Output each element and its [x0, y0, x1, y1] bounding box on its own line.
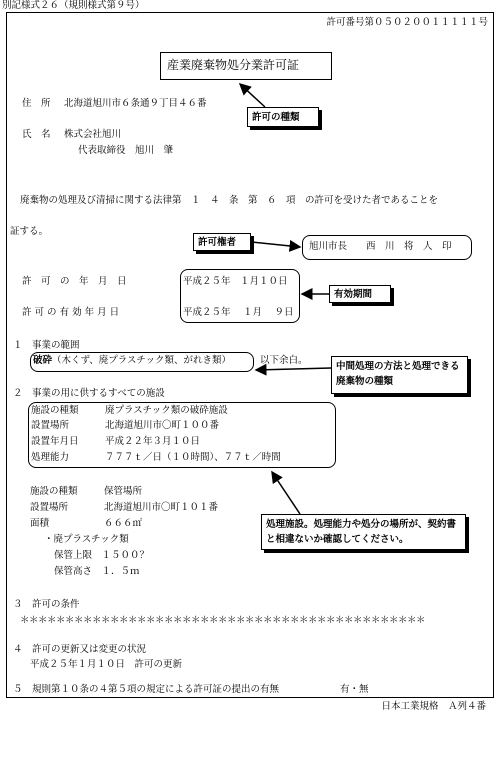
section3-stars: ＊＊＊＊＊＊＊＊＊＊＊＊＊＊＊＊＊＊＊＊＊＊＊＊＊＊＊＊＊＊＊＊＊＊＊＊＊＊＊＊＊＊＊＊＊	[20, 615, 426, 626]
permit-date-value: 平成２５年 １月１０日	[183, 276, 288, 287]
section3-title: ３ 許可の条件	[13, 599, 80, 610]
scope-bold: 破砕	[33, 355, 53, 366]
section1-title: １ 事業の範囲	[13, 340, 80, 351]
storage-limit: 保管上限 １５００？	[54, 550, 150, 561]
facility2-k1: 設置場所	[30, 502, 69, 513]
arrow-issuer	[252, 242, 300, 247]
callout-validity: 有効期間	[329, 285, 391, 303]
section5-value: 有・無	[340, 684, 369, 695]
arrow-permit-kind	[240, 84, 265, 107]
statement-line1: 廃棄物の処理及び清掃に関する法律第 １ ４ 条 第 ６ 項 の許可を受けた者であることを	[20, 195, 439, 206]
statement-line2: 証する。	[10, 226, 49, 237]
address-label: 住 所	[22, 98, 51, 109]
facility1-k1: 設置場所	[31, 420, 70, 431]
storage-height: 保管高さ １．５ｍ	[54, 566, 140, 577]
facility2-v2: ６６６㎡	[104, 518, 143, 529]
facility1-k3: 処理能力	[31, 452, 70, 463]
facility2-v0: 保管場所	[104, 486, 143, 497]
callout-permit-kind: 許可の種類	[247, 107, 319, 127]
callout-facility: 処理施設。処理能力や処分の場所が、契約書と相違ないか確認してください。	[261, 514, 466, 550]
valid-date-value: 平成２５年 １月 ９日	[183, 307, 294, 318]
form-label: 別記様式２６（規則様式第９号）	[2, 0, 145, 11]
facility2-v1: 北海道旭川市〇町１０１番	[104, 502, 219, 513]
section2-title: ２ 事業の用に供するすべての施設	[13, 388, 165, 399]
sub-item: ・廃プラスチック類	[44, 534, 129, 545]
scope-detail: （木くず、廃プラスチック類、がれき類）	[52, 355, 231, 366]
facility1-v0: 廃プラスチック類の破砕施設	[105, 405, 228, 416]
valid-date-label: 許 可 の 有 効 年 月 日	[22, 307, 120, 318]
section5-title: ５ 規則第１０条の４第５項の規定による許可証の提出の有無	[13, 684, 280, 695]
facility1-v3: ７７７ｔ／日（１０時間）、７７ｔ／時間	[105, 452, 281, 463]
address-value: 北海道旭川市６条通９丁目４６番	[64, 98, 207, 109]
arrow-method	[256, 368, 331, 370]
section4-value: 平成２５年１月１０日 許可の更新	[30, 659, 183, 670]
company-name: 株式会社旭川	[64, 129, 122, 140]
permit-number: 許可番号第０５０２００１１１１１号	[326, 17, 488, 28]
facility1-k2: 設置年月日	[31, 436, 79, 447]
permit-date-label: 許 可 の 年 月 日	[22, 276, 127, 287]
facility2-k0: 施設の種類	[30, 486, 78, 497]
facility2-k2: 面積	[30, 518, 50, 529]
callout-method: 中間処理の方法と処理できる廃棄物の種類	[331, 356, 468, 394]
callout-issuer: 許可権者	[193, 233, 251, 251]
issuer: 旭川市長 西 川 将 人 印	[309, 241, 452, 252]
section4-title: ４ 許可の更新又は変更の状況	[13, 644, 147, 655]
name-label: 氏 名	[22, 129, 51, 140]
representative-name: 代表取締役 旭川 肇	[78, 145, 174, 156]
page-title: 産業廃棄物処分業許可証	[167, 58, 300, 72]
arrow-facility	[272, 472, 300, 514]
footer: 日本工業規格 Ａ列４番	[381, 701, 486, 712]
facility1-k0: 施設の種類	[31, 405, 79, 416]
scope-suffix: 以下余白。	[260, 355, 308, 366]
facility1-v2: 平成２２年３月１０日	[105, 436, 201, 447]
facility1-v1: 北海道旭川市〇町１００番	[105, 420, 220, 431]
